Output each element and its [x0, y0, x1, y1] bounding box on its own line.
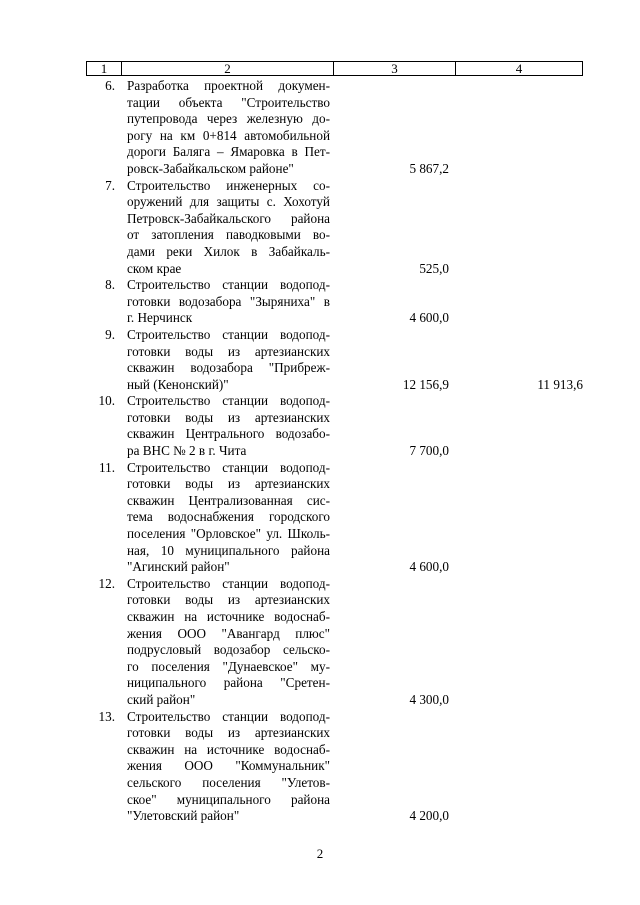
description-line: скважин Централизованная сис-: [127, 492, 330, 508]
description-line: ра ВНС № 2 в г. Чита: [127, 443, 247, 459]
description-line: готовки воды из артезианских: [127, 476, 330, 492]
description-line: сельского поселения "Улетов-: [127, 774, 330, 790]
description-line: го поселения "Дунаевское" му-: [127, 658, 330, 674]
description-line: ная, 10 муниципального района: [127, 542, 330, 558]
table-row: [86, 709, 596, 825]
description-line: Строительство станции водопод-: [127, 393, 330, 409]
row-description: [127, 327, 330, 393]
description-line: Строительство станции водопод-: [127, 326, 330, 342]
value-column-3: 4 300,0: [409, 691, 449, 707]
description-line: жения ООО "Авангард плюс": [127, 625, 330, 641]
description-line: тема водоснабжения городского: [127, 509, 330, 525]
row-description: [127, 576, 330, 709]
table-header: [86, 61, 583, 76]
row-description: [127, 277, 330, 327]
header-cell-1: 1: [87, 62, 122, 75]
description-line: ское" муниципального района: [127, 791, 330, 807]
value-column-3: 525,0: [419, 260, 449, 276]
description-line: готовки воды из артезианских: [127, 592, 330, 608]
description-line: Петровск-Забайкальского района: [127, 210, 330, 226]
description-line: жения ООО "Коммунальник": [127, 758, 330, 774]
row-number: 7.: [105, 177, 115, 193]
value-column-3: 4 600,0: [409, 559, 449, 575]
description-line: г. Нерчинск: [127, 310, 193, 326]
table-row: [86, 393, 596, 459]
value-column-3: 5 867,2: [409, 160, 449, 176]
header-cell-3: 3: [334, 62, 456, 75]
table-row: [86, 576, 596, 709]
description-line: ровск-Забайкальском районе": [127, 160, 294, 176]
description-line: скважин на источнике водоснаб-: [127, 609, 330, 624]
row-description: [127, 460, 330, 576]
header-cell-2: 2: [122, 62, 334, 75]
value-column-3: 7 700,0: [409, 443, 449, 459]
description-line: готовки воды из артезианских: [127, 725, 330, 741]
description-line: поселения "Орловское" ул. Школь-: [127, 526, 330, 542]
row-number: 12.: [98, 575, 115, 591]
row-number: 9.: [105, 326, 115, 342]
description-line: готовки воды из артезианских: [127, 343, 330, 359]
description-line: ском крае: [127, 260, 182, 276]
description-line: Строительство станции водопод-: [127, 459, 330, 475]
table-row: [86, 327, 596, 393]
row-number: 6.: [105, 78, 115, 93]
description-line: дами реки Хилок в Забайкаль-: [127, 243, 330, 259]
table-row: [86, 78, 596, 178]
description-line: скважин на источнике водоснаб-: [127, 741, 330, 757]
description-line: от затопления паводковыми во-: [127, 227, 330, 243]
description-line: дороги Баляга – Ямаровка в Пет-: [127, 144, 330, 160]
description-line: путепровода через железную до-: [127, 111, 330, 127]
value-column-4: 11 913,6: [537, 376, 583, 392]
description-line: Строительство станции водопод-: [127, 575, 330, 591]
description-line: Строительство инженерных со-: [127, 177, 330, 193]
description-line: "Агинский район": [127, 559, 230, 575]
table-row: [86, 277, 596, 327]
description-line: рогу на км 0+814 автомобильной: [127, 127, 330, 143]
description-line: ский район": [127, 691, 196, 707]
description-line: оружений для защиты с. Хохотуй: [127, 194, 330, 210]
row-description: [127, 78, 330, 178]
row-number: 13.: [98, 708, 115, 724]
header-cell-4: 4: [515, 61, 523, 76]
row-number: 8.: [105, 277, 115, 293]
description-line: Строительство станции водопод-: [127, 708, 330, 724]
description-line: скважин Центрального водозабо-: [127, 426, 330, 442]
description-line: Разработка проектной докумен-: [127, 78, 330, 93]
row-description: [127, 393, 330, 459]
description-line: ный (Кенонский)": [127, 376, 229, 392]
table-body: [86, 78, 596, 825]
row-number: 11.: [99, 459, 115, 475]
description-line: подрусловый водозабор сельско-: [127, 642, 330, 658]
description-line: готовки воды из артезианских: [127, 409, 330, 425]
description-line: "Улетовский район": [127, 808, 240, 824]
page-number: 2: [316, 846, 324, 861]
value-column-3: 4 600,0: [409, 310, 449, 326]
description-line: готовки водозабора "Зыряниха" в: [127, 293, 330, 309]
description-line: тации объекта "Строительство: [127, 94, 330, 110]
description-line: ниципального района "Сретен-: [127, 675, 330, 691]
description-line: Строительство станции водопод-: [127, 277, 330, 293]
row-description: [127, 709, 330, 825]
description-line: скважин водозабора "Прибреж-: [127, 360, 330, 376]
table-row: [86, 178, 596, 278]
table-row: [86, 460, 596, 576]
row-description: [127, 178, 330, 278]
value-column-3: 12 156,9: [402, 376, 449, 392]
value-column-3: 4 200,0: [409, 808, 449, 824]
row-number: 10.: [98, 393, 115, 409]
